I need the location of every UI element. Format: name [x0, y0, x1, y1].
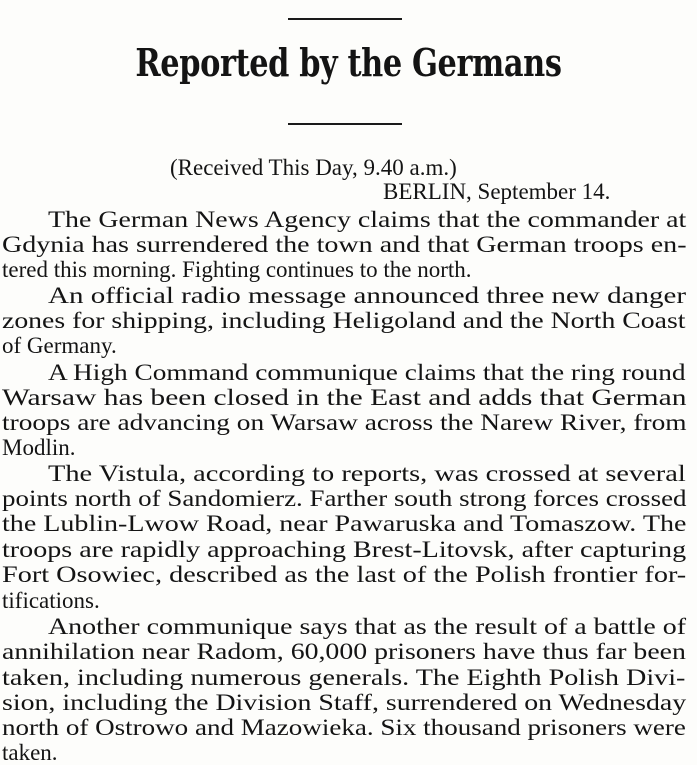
article-line: A High Command communique claims that the ring round	[48, 360, 686, 385]
article-line: Gdynia has surrendered the town and that German troops en-	[2, 232, 687, 257]
article-line: An official radio message announced three new danger	[48, 283, 687, 308]
article-line: sion, including the Division Staff, surrendered on Wednesday	[2, 690, 687, 715]
article-line: the Lublin-Lwow Road, near Pawaruska and Tomaszow. The	[2, 511, 687, 536]
article-line: north of Ostrowo and Mazowieka. Six thousand prisoners were	[2, 715, 686, 740]
article-line: Fort Osowiec, described as the last of the Polish frontier for-	[2, 562, 687, 587]
article-line: tered this morning. Fighting continues to the north.	[2, 257, 472, 282]
article-line: taken, including numerous generals. The Eighth Polish Divi-	[2, 665, 686, 690]
headline: Reported by the Germans	[135, 40, 562, 85]
article-line: points north of Sandomierz. Farther south strong forces crossed	[2, 486, 687, 511]
rule-top	[288, 18, 402, 20]
dateline-received: (Received This Day, 9.40 a.m.)	[170, 155, 457, 180]
article-line: Warsaw has been closed in the East and adds that German	[2, 385, 687, 410]
article-line: tifications.	[2, 588, 100, 613]
article-line: troops are rapidly approaching Brest-Litovsk, after capturing	[2, 537, 687, 562]
rule-bottom	[288, 123, 402, 125]
article-line: of Germany.	[2, 333, 117, 358]
article-line: Another communique says that as the result of a battle of	[48, 614, 687, 639]
article-line: taken.	[2, 740, 58, 765]
dateline-place-date: BERLIN, September 14.	[383, 179, 611, 204]
article-line: troops are advancing on Warsaw across the Narew River, from	[2, 410, 687, 435]
article-line: annihilation near Radom, 60,000 prisoners have thus far been	[2, 639, 686, 664]
article-line: The German News Agency claims that the commander at	[48, 207, 687, 232]
article-line: The Vistula, according to reports, was crossed at several	[48, 461, 686, 486]
article-line: Modlin.	[2, 435, 76, 460]
article-line: zones for shipping, including Heligoland and the North Coast	[2, 308, 686, 333]
